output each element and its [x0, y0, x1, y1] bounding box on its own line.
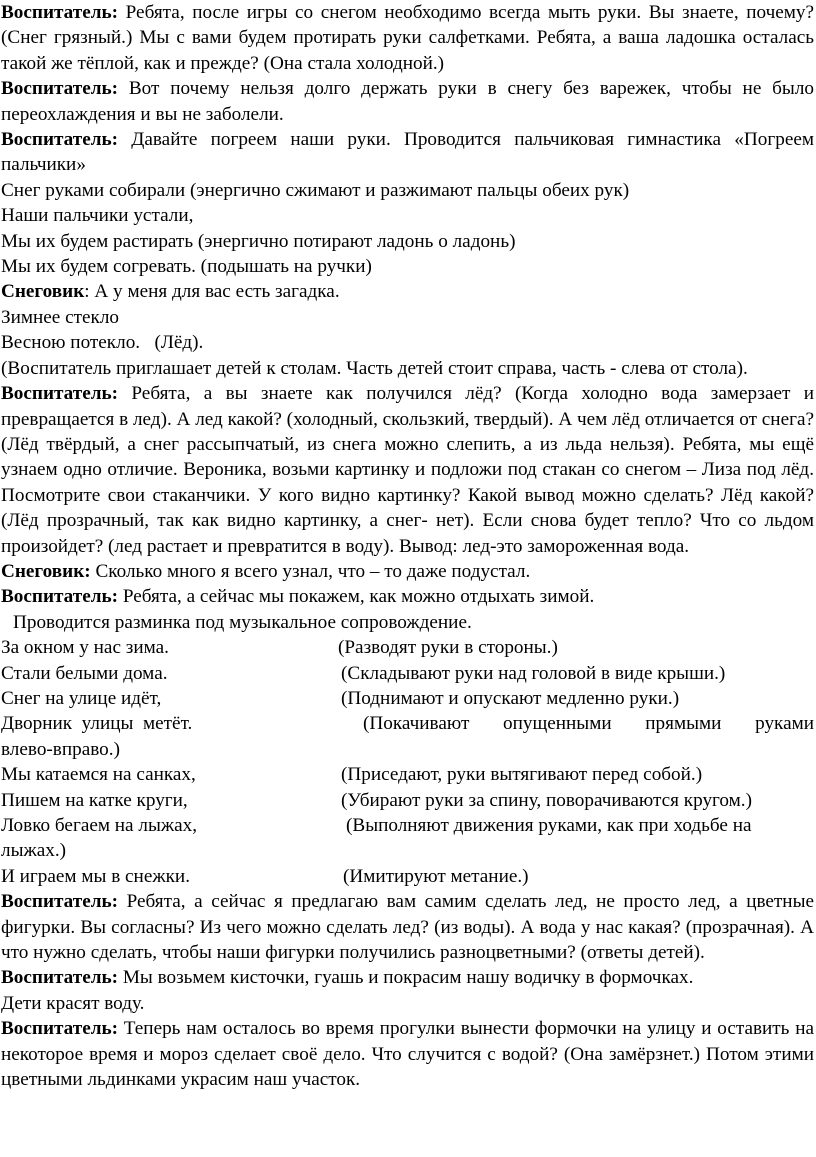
paragraph [1, 381, 814, 559]
paragraph-text: Ребята, а сейчас я предлагаю вам самим сделать лед, не просто лед, а цветные фигурки. Вы согласны? Из чего можно сделать лед? (из воды). А вода у нас какая? (прозрачная). А что нужно сделать, чтобы наши фигурки получились разноцветными? (ответы детей). [1, 891, 814, 963]
exercise-action: (Разводят руки в стороны.) [338, 637, 558, 659]
exercise-row [1, 762, 814, 787]
exercise-line: Пишем на катке круги, [1, 789, 188, 811]
paragraph [1, 559, 814, 584]
exercise-action: (Поднимают и опускают медленно руки.) [341, 687, 680, 709]
speaker-label: Воспитатель: [1, 78, 119, 100]
exercise-action: (Складывают руки над головой в виде крыши.) [341, 662, 726, 684]
exercise-line: И играем мы в снежки. [1, 865, 190, 887]
paragraph: (Воспитатель приглашает детей к столам. Часть детей стоит справа, часть - слева от стола). [1, 357, 748, 379]
exercise-action: (Имитируют метание.) [343, 865, 529, 887]
exercise-row [1, 711, 814, 736]
riddle-line: Зимнее стекло [1, 306, 120, 328]
paragraph-text: Давайте погреем наши руки. Проводится пальчиковая гимнастика «Погреем пальчики» [1, 129, 814, 176]
paragraph-text: : А у меня для вас есть загадка. [84, 281, 340, 303]
exercise-action-continuation: лыжах.) [1, 840, 67, 862]
paragraph: Мы их будем растирать (энергично потирают ладонь о ладонь) [1, 230, 516, 252]
paragraph [1, 584, 814, 609]
exercise-action: (Убирают руки за спину, поворачиваются кругом.) [341, 789, 752, 811]
speaker-label: Воспитатель: [1, 891, 119, 913]
exercise-row [1, 864, 814, 889]
paragraph [1, 0, 814, 76]
speaker-label: Снеговик [1, 281, 85, 303]
paragraph-text: Ребята, после игры со снегом необходимо всегда мыть руки. Вы знаете, почему? (Снег грязный.) Мы с вами будем протирать руки салфетками. Ребята, а ваша ладошка осталась такой же тёплой, как и прежде? (Она стала холодной.) [1, 2, 814, 74]
exercise-row [1, 788, 814, 813]
exercise-action: (Выполняют движения руками, как при ходьбе на [346, 814, 752, 836]
exercise-line: За окном у нас зима. [1, 637, 169, 659]
paragraph [1, 279, 814, 304]
speaker-label: Воспитатель: [1, 967, 119, 989]
paragraph [1, 76, 814, 127]
paragraph [1, 889, 814, 965]
exercise-line: Снег на улице идёт, [1, 687, 162, 709]
exercise-line: Ловко бегаем на лыжах, [1, 814, 198, 836]
paragraph-text: Ребята, а сейчас мы покажем, как можно отдыхать зимой. [118, 586, 595, 608]
riddle-line: Весною потекло. (Лёд). [1, 332, 204, 354]
exercise-action: (Приседают, руки вытягивают перед собой.) [341, 764, 703, 786]
exercise-row [1, 635, 814, 660]
exercise-line: Мы катаемся на санках, [1, 764, 196, 786]
exercise-action-continuation: влево-вправо.) [1, 738, 120, 760]
speaker-label: Воспитатель: [1, 1018, 119, 1040]
paragraph: Снег руками собирали (энергично сжимают и разжимают пальцы обеих рук) [1, 179, 630, 201]
paragraph-text: Ребята, а вы знаете как получился лёд? (Когда холодно вода замерзает и превращается в лед). А лед какой? (холодный, скользкий, твердый). А чем лёд отличается от снега? (Лёд твёрдый, а снег рассыпчатый, из снега можно слепить, а из льда нельзя). Ребята, мы ещё узнаем одно отличие. Вероника, возьми картинку и подложи под стакан со снегом – Лиза под лёд. Посмотрите свои стаканчики. У кого видно картинку? Какой вывод можно сделать? Лёд какой? (Лёд прозрачный, так как видно картинку, а снег- нет). Если снова будет тепло? Что со льдом произойдет? (лед растает и превратится в воду). Вывод: лед-это замороженная вода. [1, 383, 814, 557]
paragraph: Мы их будем согревать. (подышать на ручки) [1, 256, 372, 278]
speaker-label: Воспитатель: [1, 129, 119, 151]
paragraph [1, 1016, 814, 1092]
paragraph: Наши пальчики устали, [1, 205, 194, 227]
exercise-line: Дворник улицы метёт. [1, 713, 193, 735]
paragraph: Дети красят воду. [1, 992, 145, 1014]
exercise-row [1, 686, 814, 711]
speaker-label: Снеговик: [1, 560, 91, 582]
speaker-label: Воспитатель: [1, 383, 119, 405]
paragraph-text: Сколько много я всего узнал, что – то даже подустал. [90, 560, 531, 582]
exercise-action: (Покачивают опущенными прямыми руками [363, 713, 814, 735]
speaker-label: Воспитатель: [1, 2, 119, 23]
paragraph [1, 127, 814, 178]
exercise-row [1, 661, 814, 686]
exercise-line: Стали белыми дома. [1, 662, 168, 684]
paragraph-text: Вот почему нельзя долго держать руки в снегу без варежек, чтобы не было переохлаждения и вы не заболели. [1, 78, 814, 125]
paragraph: Проводится разминка под музыкальное сопровождение. [13, 611, 472, 633]
speaker-label: Воспитатель: [1, 586, 119, 608]
paragraph-text: Мы возьмем кисточки, гуашь и покрасим нашу водичку в формочках. [118, 967, 694, 989]
exercise-row [1, 813, 814, 838]
paragraph-text: Теперь нам осталось во время прогулки вынести формочки на улицу и оставить на некоторое время и мороз сделает своё дело. Что случится с водой? (Она замёрзнет.) Потом этими цветными льдинками украсим наш участок. [1, 1018, 814, 1090]
paragraph [1, 965, 814, 990]
